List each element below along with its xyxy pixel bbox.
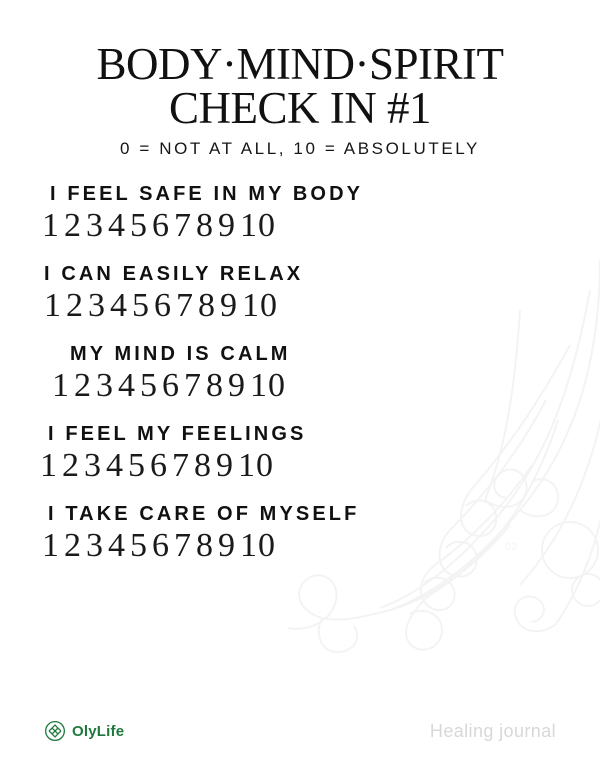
checkin-item-label: I FEEL SAFE IN MY BODY (50, 183, 364, 206)
rating-option[interactable]: 1 (44, 287, 62, 325)
rating-option[interactable]: 7 (172, 447, 190, 485)
rating-option[interactable]: 7 (176, 287, 194, 325)
rating-option[interactable]: 4 (118, 367, 136, 405)
rating-option[interactable]: 2 (66, 287, 84, 325)
rating-option[interactable]: 7 (174, 207, 192, 245)
rating-option[interactable]: 10 (242, 287, 278, 325)
rating-option[interactable]: 6 (154, 287, 172, 325)
brand-lockup (44, 720, 124, 742)
rating-option[interactable]: 4 (108, 527, 126, 565)
checkin-item (34, 183, 566, 245)
rating-option[interactable]: 2 (74, 367, 92, 405)
rating-scale-row[interactable] (34, 527, 566, 565)
rating-scale-row[interactable] (34, 447, 566, 485)
rating-option[interactable]: 1 (42, 207, 60, 245)
rating-option[interactable]: 6 (150, 447, 168, 485)
page-title-line-1: BODY·MIND·SPIRIT (96, 39, 504, 89)
flower-logo-icon (44, 720, 66, 742)
rating-option[interactable]: 8 (196, 207, 214, 245)
rating-option[interactable]: 7 (174, 527, 192, 565)
checkin-item-label: I FEEL MY FEELINGS (48, 423, 307, 446)
rating-option[interactable]: 6 (162, 367, 180, 405)
checkin-item-label: I CAN EASILY RELAX (44, 263, 304, 286)
rating-option[interactable]: 4 (106, 447, 124, 485)
rating-option[interactable]: 1 (40, 447, 58, 485)
rating-option[interactable]: 1 (52, 367, 70, 405)
rating-option[interactable]: 3 (86, 207, 104, 245)
rating-option[interactable]: 3 (84, 447, 102, 485)
rating-option[interactable]: 2 (62, 447, 80, 485)
rating-option[interactable]: 9 (218, 527, 236, 565)
rating-option[interactable]: 7 (184, 367, 202, 405)
rating-option[interactable]: 3 (88, 287, 106, 325)
checkin-item (34, 423, 566, 485)
rating-option[interactable]: 8 (206, 367, 224, 405)
rating-scale-row[interactable] (34, 207, 566, 245)
rating-option[interactable]: 8 (198, 287, 216, 325)
flourish-watermark-text: .03 (502, 541, 518, 553)
rating-option[interactable]: 1 (42, 527, 60, 565)
rating-option[interactable]: 6 (152, 207, 170, 245)
rating-option[interactable]: 6 (152, 527, 170, 565)
rating-option[interactable]: 10 (250, 367, 286, 405)
checkin-item (34, 263, 566, 325)
rating-option[interactable]: 3 (86, 527, 104, 565)
rating-scale-row[interactable] (34, 367, 566, 405)
page-header (0, 0, 600, 159)
rating-option[interactable]: 3 (96, 367, 114, 405)
scale-legend: 0 = NOT AT ALL, 10 = ABSOLUTELY (120, 139, 480, 159)
rating-option[interactable]: 5 (130, 207, 148, 245)
page-footer (0, 716, 600, 746)
rating-option[interactable]: 8 (196, 527, 214, 565)
rating-option[interactable]: 4 (110, 287, 128, 325)
rating-option[interactable]: 5 (128, 447, 146, 485)
rating-option[interactable]: 10 (240, 527, 276, 565)
checkin-item-label: MY MIND IS CALM (70, 343, 291, 366)
rating-option[interactable]: 10 (238, 447, 274, 485)
rating-option[interactable]: 2 (64, 527, 82, 565)
footer-watermark: Healing journal (429, 720, 556, 741)
rating-option[interactable]: 9 (220, 287, 238, 325)
checkin-item (34, 503, 566, 565)
rating-option[interactable]: 9 (228, 367, 246, 405)
brand-name: OlyLife (72, 722, 125, 740)
rating-scale-row[interactable] (34, 287, 566, 325)
rating-option[interactable]: 5 (132, 287, 150, 325)
checkin-items-list (0, 183, 600, 565)
rating-option[interactable]: 8 (194, 447, 212, 485)
rating-option[interactable]: 10 (240, 207, 276, 245)
checkin-item-label: I TAKE CARE OF MYSELF (48, 503, 360, 526)
rating-option[interactable]: 9 (218, 207, 236, 245)
page-title-line-2: CHECK IN #1 (169, 83, 431, 134)
rating-option[interactable]: 5 (140, 367, 158, 405)
rating-option[interactable]: 5 (130, 527, 148, 565)
rating-option[interactable]: 2 (64, 207, 82, 245)
rating-option[interactable]: 4 (108, 207, 126, 245)
checkin-item (34, 343, 566, 405)
rating-option[interactable]: 9 (216, 447, 234, 485)
